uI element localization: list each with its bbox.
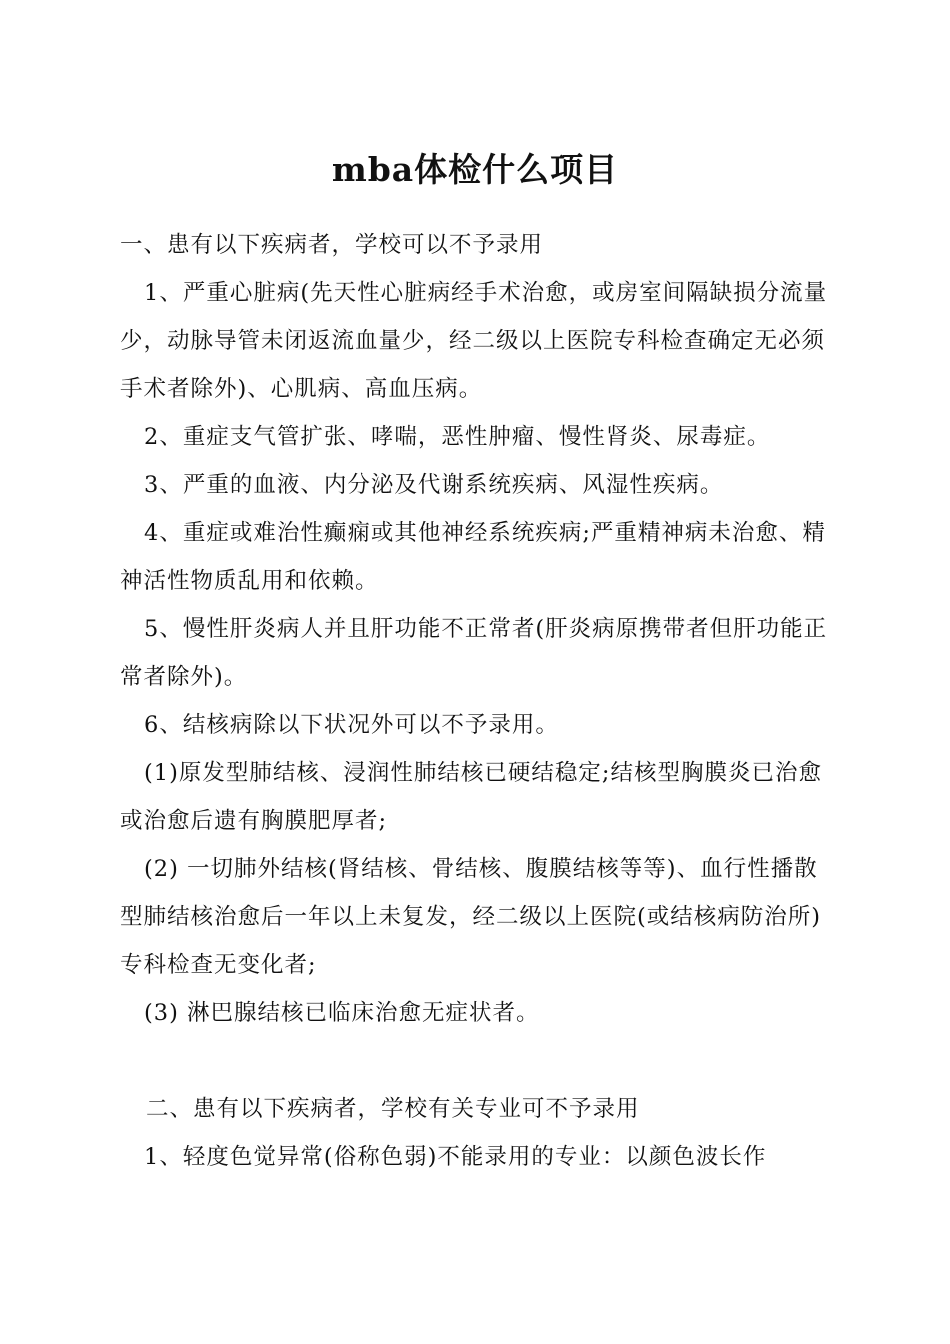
document-body (120, 221, 840, 1181)
list-item: 3、严重的血液、内分泌及代谢系统疾病、风湿性疾病。 (144, 472, 724, 498)
sub-list-item: (3) 淋巴腺结核已临床治愈无症状者。 (144, 1000, 540, 1026)
list-item: 5、慢性肝炎病人并且肝功能不正常者(肝炎病原携带者但肝功能正常者除外)。 (120, 616, 828, 690)
list-item: 1、轻度色觉异常(俗称色弱)不能录用的专业：以颜色波长作 (144, 1144, 767, 1170)
paragraph-spacer (120, 1037, 840, 1085)
document-title: mba体检什么项目 (331, 150, 619, 189)
list-item: 1、严重心脏病(先天性心脏病经手术治愈，或房室间隔缺损分流量少，动脉导管未闭返流血量少，经二级以上医院专科检查确定无必须手术者除外)、心肌病、高血压病。 (120, 280, 828, 402)
section-heading-2: 二、患有以下疾病者，学校有关专业可不予录用 (146, 1096, 640, 1122)
sub-list-item: (2) 一切肺外结核(肾结核、骨结核、腹膜结核等等)、血行性播散型肺结核治愈后一年以上未复发，经二级以上医院(或结核病防治所)专科检查无变化者; (120, 856, 822, 978)
list-item: 4、重症或难治性癫痫或其他神经系统疾病;严重精神病未治愈、精神活性物质乱用和依赖。 (120, 520, 826, 594)
list-item: 6、结核病除以下状况外可以不予录用。 (144, 712, 559, 738)
section-heading-1: 一、患有以下疾病者，学校可以不予录用 (120, 232, 544, 258)
sub-list-item: (1)原发型肺结核、浸润性肺结核已硬结稳定;结核型胸膜炎已治愈或治愈后遗有胸膜肥厚者; (120, 760, 822, 834)
list-item: 2、重症支气管扩张、哮喘，恶性肿瘤、慢性肾炎、尿毒症。 (144, 424, 771, 450)
